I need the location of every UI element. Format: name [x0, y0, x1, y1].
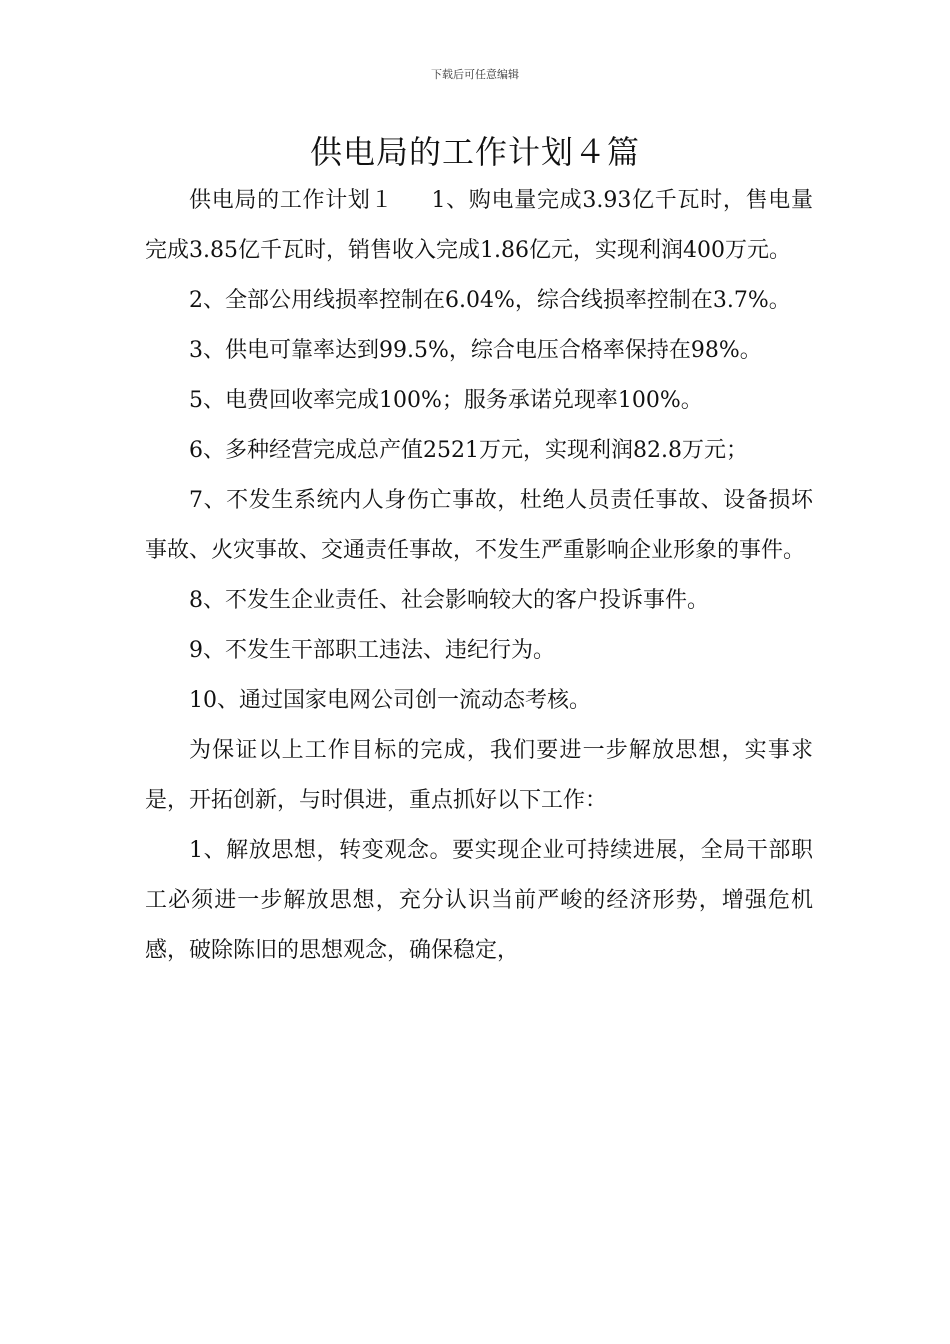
- paragraph-4: 5、电费回收率完成100%；服务承诺兑现率100%。: [189, 388, 703, 413]
- paragraph-1: 供电局的工作计划１ 1、购电量完成3.93亿千瓦时，售电量完成3.85亿千瓦时，销售收入完成1.86亿元，实现利润400万元。: [145, 188, 813, 263]
- document-body: [145, 176, 813, 976]
- paragraph-2: 2、全部公用线损率控制在6.04%，综合线损率控制在3.7%。: [189, 288, 791, 313]
- document-title: 供电局的工作计划４篇: [309, 133, 640, 171]
- paragraph-8: 9、不发生干部职工违法、违纪行为。: [189, 638, 555, 663]
- paragraph-6: 7、不发生系统内人身伤亡事故，杜绝人员责任事故、设备损坏事故、火灾事故、交通责任事故，不发生严重影响企业形象的事件。: [145, 488, 813, 563]
- paragraph-3: 3、供电可靠率达到99.5%，综合电压合格率保持在98%。: [189, 338, 762, 363]
- paragraph-9: 10、通过国家电网公司创一流动态考核。: [189, 688, 591, 713]
- paragraph-11: 1、解放思想，转变观念。要实现企业可持续进展，全局干部职工必须进一步解放思想，充分认识当前严峻的经济形势，增强危机感，破除陈旧的思想观念，确保稳定，: [145, 838, 813, 963]
- paragraph-5: 6、多种经营完成总产值2521万元，实现利润82.8万元；: [189, 438, 748, 463]
- header-note: 下载后可任意编辑: [431, 68, 519, 81]
- paragraph-10: 为保证以上工作目标的完成，我们要进一步解放思想，实事求是，开拓创新，与时俱进，重点抓好以下工作：: [145, 738, 813, 813]
- paragraph-7: 8、不发生企业责任、社会影响较大的客户投诉事件。: [189, 588, 709, 613]
